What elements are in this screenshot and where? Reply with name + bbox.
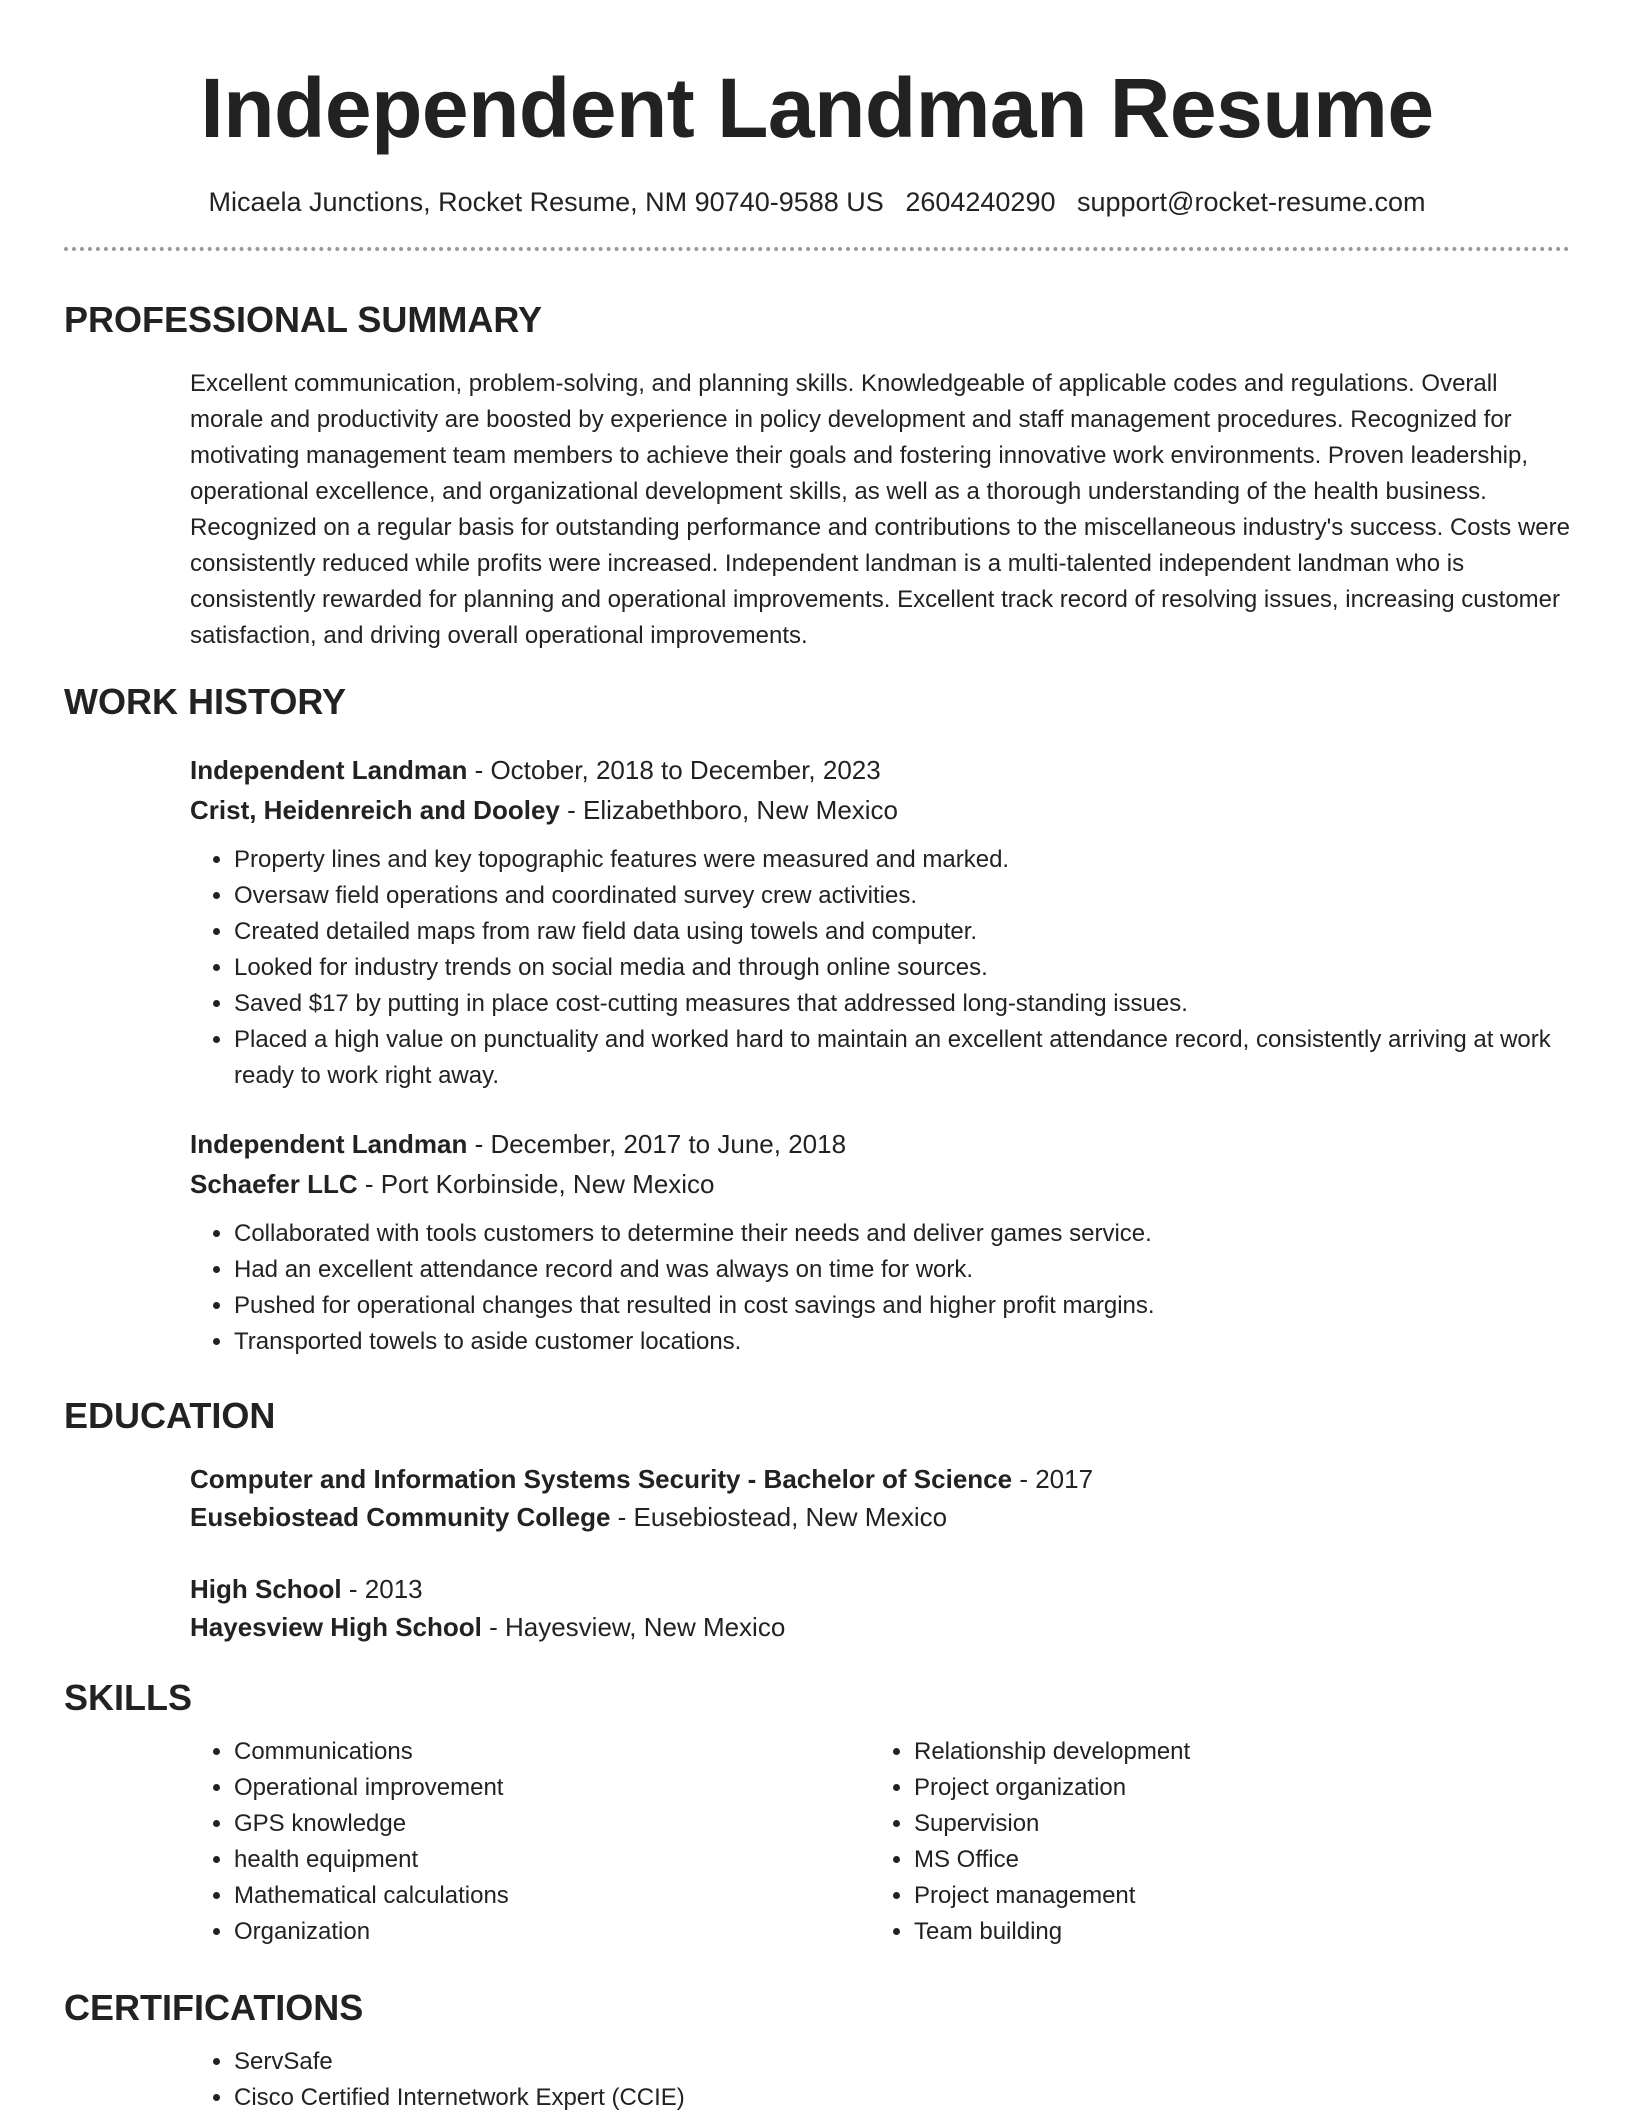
list-item: • Relationship development [914,1734,1550,1770]
contact-line [64,184,1570,220]
list-item: • Project organization [914,1770,1550,1806]
skills-section [64,1676,1570,1950]
school-name: Hayesview High School [190,1612,482,1642]
degree-year: - 2013 [341,1574,423,1604]
list-item: • Oversaw field operations and coordinated survey crew activities. [234,878,1570,914]
contact-phone: 2604240290 [905,187,1056,217]
list-item: • Project management [914,1878,1550,1914]
degree-line [190,1570,1570,1608]
job-location: - Elizabethboro, New Mexico [559,795,899,825]
list-item: • Property lines and key topographic features were measured and marked. [234,842,1570,878]
summary-text: Excellent communication, problem-solving, and planning skills. Knowledgeable of applicable codes and regulations. Overall morale and productivity are boosted by experience in policy development and staff management procedures. Recognized for motivating management team members to achieve their goals and fostering innovative work environments. Proven leadership, operational excellence, and organizational development skills, as well as a thorough understanding of the health business. Recognized on a regular basis for outstanding performance and contributions to the miscellaneous industry's success. Costs were consistently reduced while profits were increased. Independent landman is a multi-talented independent landman who is consistently rewarded for planning and operational improvements. Excellent track record of resolving issues, increasing customer satisfaction, and driving overall operational improvements. [190,370,1570,649]
job-role: Independent Landman [190,1129,468,1159]
list-item: • Organization [234,1914,870,1950]
degree-year: - 2017 [1012,1464,1094,1494]
job-entry [190,1124,1570,1360]
list-item: • Mathematical calculations [234,1878,870,1914]
job-company-line [190,1164,1570,1204]
list-item: • Placed a high value on punctuality and worked hard to maintain an excellent attendance record, consistently arriving at work ready to work right away. [234,1022,1570,1094]
school-name: Eusebiostead Community College [190,1502,611,1532]
school-location: - Eusebiostead, New Mexico [610,1502,948,1532]
work-history-section [64,680,1570,1360]
summary-heading: PROFESSIONAL SUMMARY [64,299,543,340]
list-item: • Supervision [914,1806,1550,1842]
list-item: • Looked for industry trends on social media and through online sources. [234,950,1570,986]
list-item: • Collaborated with tools customers to determine their needs and deliver games service. [234,1216,1570,1252]
job-dates: - October, 2018 to December, 2023 [467,755,881,785]
degree-line [190,1460,1570,1498]
list-item: • Team building [914,1914,1550,1950]
list-item: • GPS knowledge [234,1806,870,1842]
job-duties [190,1216,1570,1360]
job-company-line [190,790,1570,830]
job-title-line [190,750,1570,790]
contact-email: support@rocket-resume.com [1077,187,1426,217]
list-item: • Saved $17 by putting in place cost-cutting measures that addressed long-standing issues. [234,986,1570,1022]
summary-section [64,298,1570,654]
education-entry [190,1460,1570,1536]
school-line [190,1608,1570,1646]
resume-page [64,0,1570,251]
job-dates: - December, 2017 to June, 2018 [467,1129,847,1159]
list-item: • Cisco Certified Internetwork Expert (CCIE) [234,2080,1570,2116]
list-item: • Had an excellent attendance record and was always on time for work. [234,1252,1570,1288]
list-item: • ServSafe [234,2044,1570,2080]
list-item: • Pushed for operational changes that resulted in cost savings and higher profit margins. [234,1288,1570,1324]
job-company: Schaefer LLC [190,1169,358,1199]
certifications-list [190,2044,1570,2116]
list-item: • Operational improvement [234,1770,870,1806]
school-line [190,1498,1570,1536]
degree-name: Computer and Information Systems Security - Bachelor of Science [190,1464,1013,1494]
list-item: • Transported towels to aside customer locations. [234,1324,1570,1360]
job-location: - Port Korbinside, New Mexico [357,1169,715,1199]
list-item: • Communications [234,1734,870,1770]
education-entry [190,1570,1570,1646]
contact-address: Micaela Junctions, Rocket Resume, NM 90740-9588 US [208,187,884,217]
list-item: • health equipment [234,1842,870,1878]
school-location: - Hayesview, New Mexico [481,1612,786,1642]
job-role: Independent Landman [190,755,468,785]
certifications-block [190,2044,1570,2116]
work-history-heading: WORK HISTORY [64,681,347,722]
degree-name: High School [190,1574,342,1604]
certifications-section [64,1986,1570,2116]
skills-list-right [870,1734,1550,1950]
job-duties [190,842,1570,1094]
job-title-line [190,1124,1570,1164]
certifications-heading: CERTIFICATIONS [64,1987,364,2028]
education-heading: EDUCATION [64,1395,276,1436]
resume-title: Independent Landman Resume [200,61,1434,155]
skills-heading: SKILLS [64,1677,193,1718]
skills-columns [190,1734,1570,1950]
header-divider [64,247,1570,251]
skills-list-left [190,1734,870,1950]
list-item: • Created detailed maps from raw field data using towels and computer. [234,914,1570,950]
education-section [64,1394,1570,1646]
list-item: • MS Office [914,1842,1550,1878]
job-entry [190,750,1570,1094]
job-company: Crist, Heidenreich and Dooley [190,795,560,825]
